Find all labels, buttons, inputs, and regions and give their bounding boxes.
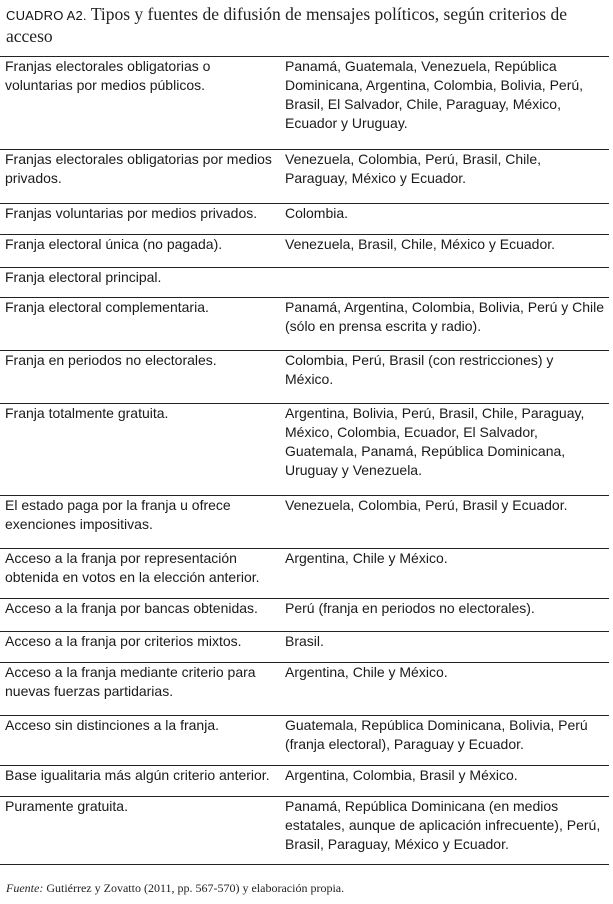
caption-label: CUADRO A2. — [6, 8, 87, 23]
countries-cell: Argentina, Colombia, Brasil y México. — [279, 766, 609, 797]
countries-cell: Argentina, Chile y México. — [279, 663, 609, 716]
criterion-cell: Base igualitaria más algún criterio anterior. — [0, 766, 279, 797]
criterion-cell: El estado paga por la franja u ofrece exenciones impositivas. — [0, 496, 279, 549]
countries-cell: Argentina, Chile y México. — [279, 549, 609, 599]
table-row — [0, 150, 609, 204]
source-text: Gutiérrez y Zovatto (2011, pp. 567-570) y elaboración propia. — [46, 881, 345, 895]
criterion-cell: Franja electoral principal. — [0, 268, 279, 298]
criterion-cell: Acceso a la franja por bancas obtenidas. — [0, 599, 279, 632]
countries-cell: Perú (franja en periodos no electorales). — [279, 599, 609, 632]
countries-cell — [279, 268, 609, 298]
countries-cell: Brasil. — [279, 632, 609, 663]
countries-cell: Venezuela, Colombia, Perú, Brasil y Ecuador. — [279, 496, 609, 549]
countries-cell: Panamá, República Dominicana (en medios estatales, aunque de aplicación infrecuente), Perú, Brasil, Paraguay, México y Ecuador. — [279, 797, 609, 865]
criterion-cell: Puramente gratuita. — [0, 797, 279, 865]
table-row — [0, 404, 609, 496]
criterion-cell: Franja en periodos no electorales. — [0, 351, 279, 404]
table-row — [0, 496, 609, 549]
countries-cell: Guatemala, República Dominicana, Bolivia, Perú (franja electoral), Paraguay y Ecuador. — [279, 716, 609, 766]
table-row — [0, 298, 609, 351]
table-caption — [6, 4, 606, 47]
countries-cell: Argentina, Bolivia, Perú, Brasil, Chile, Paraguay, México, Colombia, Ecuador, El Salvador, Guatemala, Panamá, República Dominicana, Uruguay y Venezuela. — [279, 404, 609, 496]
criterion-cell: Acceso sin distinciones a la franja. — [0, 716, 279, 766]
table-row — [0, 716, 609, 766]
criterion-cell: Acceso a la franja por representación obtenida en votos en la elección anterior. — [0, 549, 279, 599]
table-row — [0, 766, 609, 797]
table-row — [0, 663, 609, 716]
criterion-cell: Franjas electorales obligatorias por medios privados. — [0, 150, 279, 204]
criterion-cell: Acceso a la franja mediante criterio para nuevas fuerzas partidarias. — [0, 663, 279, 716]
source-label: Fuente: — [6, 881, 44, 895]
table-row — [0, 797, 609, 865]
table-row — [0, 351, 609, 404]
criterion-cell: Franjas electorales obligatorias o voluntarias por medios públicos. — [0, 57, 279, 150]
countries-cell: Venezuela, Colombia, Perú, Brasil, Chile, Paraguay, México y Ecuador. — [279, 150, 609, 204]
countries-cell: Venezuela, Brasil, Chile, México y Ecuador. — [279, 235, 609, 268]
table-row — [0, 235, 609, 268]
countries-cell: Colombia, Perú, Brasil (con restricciones) y México. — [279, 351, 609, 404]
criterion-cell: Franja electoral única (no pagada). — [0, 235, 279, 268]
table-row — [0, 204, 609, 235]
criteria-table — [0, 56, 609, 865]
table-row — [0, 268, 609, 298]
criterion-cell: Franja electoral complementaria. — [0, 298, 279, 351]
countries-cell: Panamá, Argentina, Colombia, Bolivia, Perú y Chile (sólo en prensa escrita y radio). — [279, 298, 609, 351]
criterion-cell: Franja totalmente gratuita. — [0, 404, 279, 496]
source-note — [6, 881, 606, 896]
table-row — [0, 57, 609, 150]
criterion-cell: Acceso a la franja por criterios mixtos. — [0, 632, 279, 663]
caption-title: Tipos y fuentes de difusión de mensajes políticos, según criterios de acceso — [6, 4, 567, 46]
countries-cell: Colombia. — [279, 204, 609, 235]
table-row — [0, 549, 609, 599]
table-row — [0, 599, 609, 632]
criterion-cell: Franjas voluntarias por medios privados. — [0, 204, 279, 235]
countries-cell: Panamá, Guatemala, Venezuela, República Dominicana, Argentina, Colombia, Bolivia, Perú, Brasil, El Salvador, Chile, Paraguay, México, Ecuador y Uruguay. — [279, 57, 609, 150]
table-row — [0, 632, 609, 663]
